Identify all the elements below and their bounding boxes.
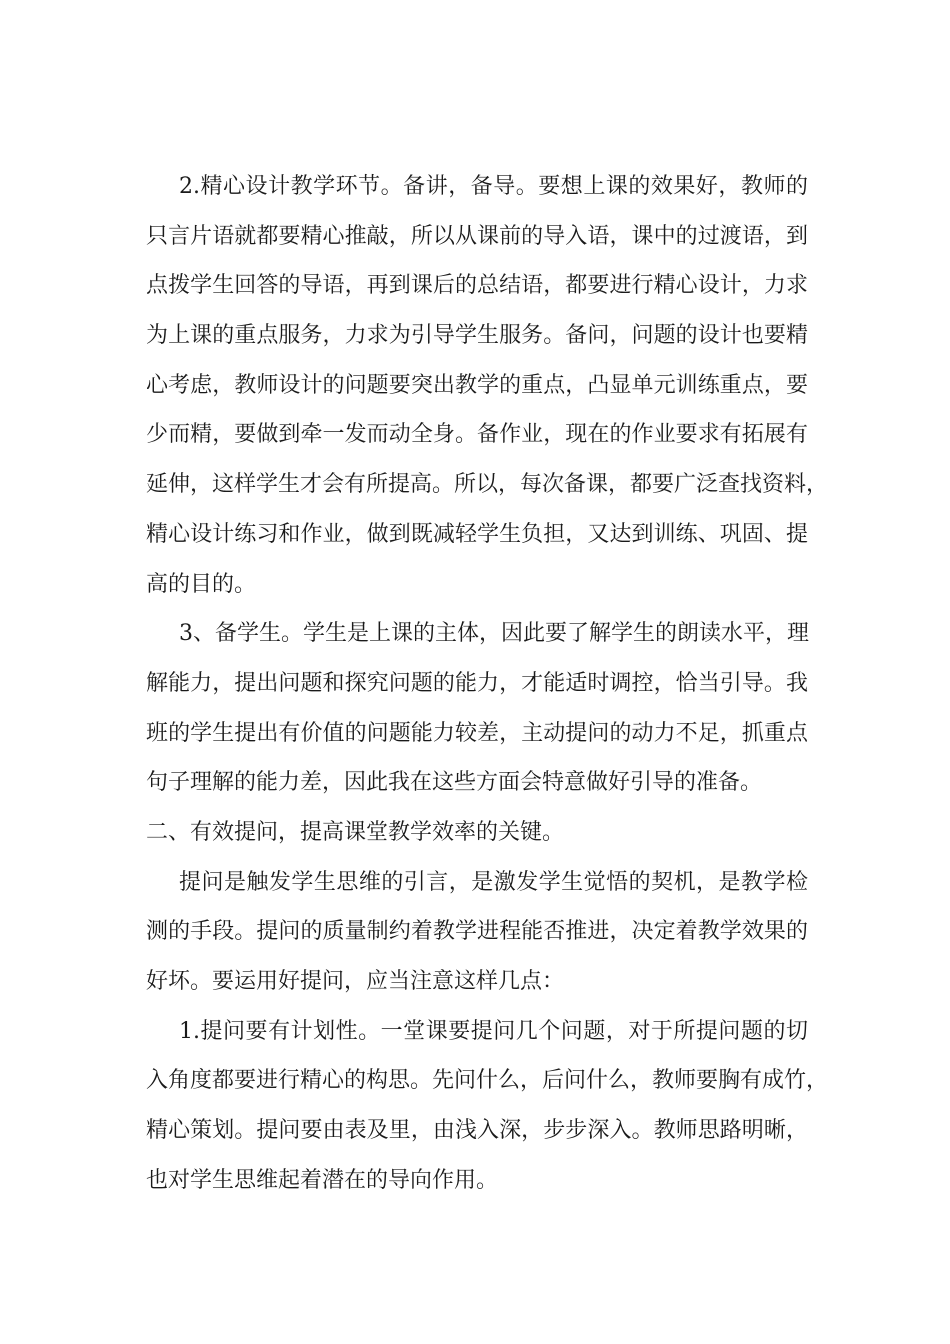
- text-line: 提问是触发学生思维的引言，是激发学生觉悟的契机，是教学检: [179, 869, 808, 895]
- text-line: 也对学生思维起着潜在的导向作用。: [146, 1167, 499, 1193]
- text-line: 1.提问要有计划性。一堂课要提问几个问题，对于所提问题的切: [179, 1018, 808, 1044]
- text-line: 句子理解的能力差，因此我在这些方面会特意做好引导的准备。: [146, 770, 763, 796]
- text-line: 测的手段。提问的质量制约着教学进程能否推进，决定着教学效果的: [146, 919, 808, 945]
- document-body: [146, 162, 829, 1205]
- text-line: 高的目的。: [146, 571, 257, 597]
- text-line: 解能力，提出问题和探究问题的能力，才能适时调控，恰当引导。我: [146, 670, 808, 696]
- text-line: 精心策划。提问要由表及里，由浅入深，步步深入。教师思路明晰，: [146, 1118, 808, 1144]
- text-line: 精心设计练习和作业，做到既减轻学生负担，又达到训练、巩固、提: [146, 521, 808, 547]
- text-line: 好坏。要运用好提问，应当注意这样几点：: [146, 969, 565, 994]
- text-line: 延伸，这样学生才会有所提高。所以，每次备课，都要广泛查找资料，: [146, 472, 829, 498]
- text-line: 班的学生提出有价值的问题能力较差，主动提问的动力不足，抓重点: [146, 720, 808, 746]
- text-line: 为上课的重点服务，力求为引导学生服务。备问，问题的设计也要精: [146, 323, 808, 349]
- text-line: 入角度都要进行精心的构思。先问什么，后问什么，教师要胸有成竹，: [146, 1068, 829, 1094]
- text-line: 少而精，要做到牵一发而动全身。备作业，现在的作业要求有拓展有: [146, 422, 808, 448]
- text-line: 只言片语就都要精心推敲，所以从课前的导入语，课中的过渡语，到: [146, 223, 808, 249]
- text-line: 心考虑，教师设计的问题要突出教学的重点，凸显单元训练重点，要: [146, 372, 808, 398]
- text-line: 2.精心设计教学环节。备讲，备导。要想上课的效果好，教师的: [179, 174, 808, 199]
- text-line: 3、备学生。学生是上课的主体，因此要了解学生的朗读水平，理: [179, 621, 809, 647]
- section-heading: 二、有效提问，提高课堂教学效率的关键。: [146, 819, 565, 845]
- text-line: 点拨学生回答的导语，再到课后的总结语，都要进行精心设计，力求: [146, 273, 808, 299]
